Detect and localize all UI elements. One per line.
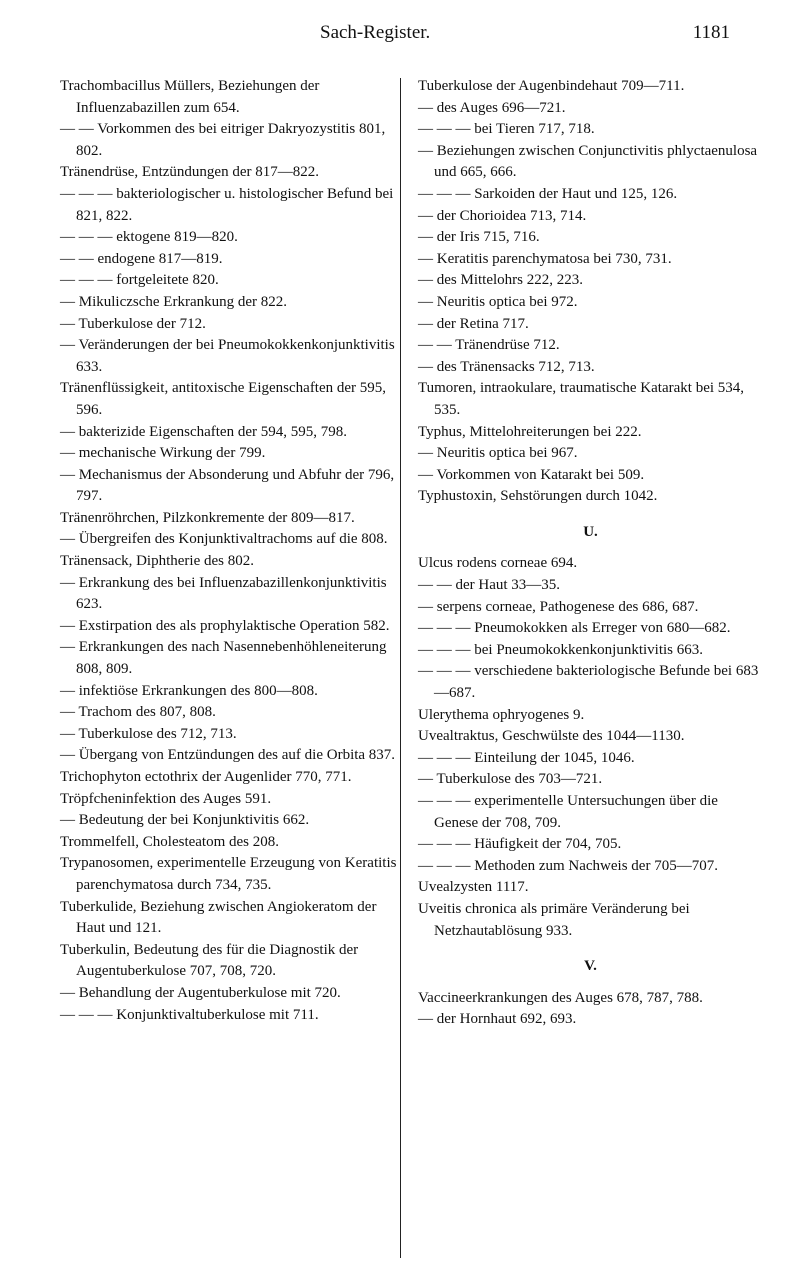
index-entry: Typhus, Mittelohreiterungen bei 222. — [418, 423, 642, 440]
index-entry: — Übergreifen des Konjunktivaltrachoms auf die 808. — [60, 531, 388, 548]
index-entry: — — — experimentelle Untersuchungen über die Genese der 708, 709. — [418, 793, 718, 831]
index-entry: — — — Sarkoiden der Haut und 125, 126. — [418, 185, 678, 202]
index-entry: — Behandlung der Augentuberkulose mit 720. — [60, 984, 341, 1001]
index-entry: — — — Konjunktivaltuberkulose mit 711. — [60, 1006, 319, 1023]
index-list-right-v — [418, 988, 763, 1031]
index-entry: — Veränderungen der bei Pneumokokkenkonjunktivitis 633. — [60, 337, 395, 375]
index-entry: Tränenflüssigkeit, antitoxische Eigenschaften der 595, 596. — [60, 380, 387, 418]
index-entry: Ulcus rodens corneae 694. — [418, 555, 578, 572]
section-heading-u: U. — [583, 523, 598, 540]
index-entry: — des Tränensacks 712, 713. — [418, 358, 595, 375]
index-list-right-t — [418, 76, 763, 508]
index-entry: — Beziehungen zwischen Conjunctivitis phlyctaenulosa und 665, 666. — [418, 142, 758, 181]
section-heading-v: V. — [584, 958, 597, 975]
index-entry: — — endogene 817—819. — [60, 250, 223, 267]
index-entry: — Exstirpation des als prophylaktische Operation 582. — [60, 617, 390, 634]
index-entry: — des Auges 696—721. — [418, 99, 566, 116]
index-entry: — Erkrankung des bei Influenzabazillenkonjunktivitis 623. — [60, 574, 387, 613]
index-entry: — — Vorkommen des bei eitriger Dakryozystitis 801, 802. — [60, 121, 386, 159]
index-entry: — Vorkommen von Katarakt bei 509. — [418, 466, 645, 483]
index-entry: Tröpfcheninfektion des Auges 591. — [60, 790, 272, 807]
index-entry: — Neuritis optica bei 967. — [418, 445, 578, 462]
index-entry: — — — ektogene 819—820. — [60, 229, 238, 246]
index-entry: Trypanosomen, experimentelle Erzeugung von Keratitis parenchymatosa durch 734, 735. — [60, 855, 397, 893]
running-title: Sach-Register. — [320, 22, 431, 43]
index-entry: — der Hornhaut 692, 693. — [418, 1011, 577, 1028]
index-entry: — — — Pneumokokken als Erreger von 680—682. — [418, 620, 731, 637]
index-entry: — Trachom des 807, 808. — [60, 704, 216, 721]
index-entry: — Mechanismus der Absonderung und Abfuhr der 796, 797. — [60, 466, 395, 505]
index-entry: Tuberkulin, Bedeutung des für die Diagnostik der Augentuberkulose 707, 708, 720. — [60, 941, 359, 980]
index-entry: — Tuberkulose des 712, 713. — [60, 725, 237, 742]
index-entry: Trachombacillus Müllers, Beziehungen der Influenzabazillen zum 654. — [60, 78, 320, 116]
index-entry: — Übergang von Entzündungen des auf die Orbita 837. — [60, 747, 396, 764]
index-entry: — Erkrankungen des nach Nasennebenhöhleneiterung 808, 809. — [60, 639, 387, 678]
index-entry: Tränensack, Diphtherie des 802. — [60, 553, 254, 570]
index-entry: Trichophyton ectothrix der Augenlider 770, 771. — [60, 769, 352, 785]
index-entry: Tuberkulide, Beziehung zwischen Angiokeratom der Haut und 121. — [60, 898, 377, 937]
index-entry: — Mikuliczsche Erkrankung der 822. — [60, 293, 288, 310]
index-entry: — Tuberkulose des 703—721. — [418, 771, 603, 788]
index-entry: Uvealtraktus, Geschwülste des 1044—1130. — [418, 728, 685, 745]
index-entry: Typhustoxin, Sehstörungen durch 1042. — [418, 488, 658, 505]
page-header — [0, 22, 800, 52]
index-entry: — — — bei Tieren 717, 718. — [418, 121, 595, 138]
index-entry: — — der Haut 33—35. — [418, 577, 561, 594]
index-entry: Tuberkulose der Augenbindehaut 709—711. — [418, 78, 685, 94]
index-entry: — — — fortgeleitete 820. — [60, 272, 219, 289]
index-entry: — der Chorioidea 713, 714. — [418, 207, 587, 224]
index-list-right-u — [418, 553, 763, 942]
index-entry: — mechanische Wirkung der 799. — [60, 445, 266, 462]
index-entry: — — — Häufigkeit der 704, 705. — [418, 836, 622, 853]
left-column — [60, 76, 405, 1026]
index-entry: — infektiöse Erkrankungen des 800—808. — [60, 682, 318, 699]
index-entry: — des Mittelohrs 222, 223. — [418, 272, 583, 289]
index-entry: — Keratitis parenchymatosa bei 730, 731. — [418, 250, 672, 267]
index-entry: Ulerythema ophryogenes 9. — [418, 706, 585, 723]
index-entry: — — — Methoden zum Nachweis der 705—707. — [418, 857, 718, 874]
index-entry: — Bedeutung der bei Konjunktivitis 662. — [60, 812, 310, 829]
index-entry: — — — bei Pneumokokkenkonjunktivitis 663. — [418, 641, 703, 658]
index-entry: — — — Einteilung der 1045, 1046. — [418, 749, 635, 766]
index-entry: Vaccineerkrankungen des Auges 678, 787, 788. — [418, 989, 703, 1006]
index-entry: — Neuritis optica bei 972. — [418, 293, 578, 310]
page-number: 1181 — [692, 22, 730, 43]
index-entry: — der Retina 717. — [418, 315, 529, 332]
index-list-left — [60, 76, 405, 1026]
index-entry: — bakterizide Eigenschaften der 594, 595, 798. — [60, 423, 347, 440]
index-entry: Uveitis chronica als primäre Veränderung bei Netzhautablösung 933. — [418, 900, 690, 939]
index-entry: Tumoren, intraokulare, traumatische Katarakt bei 534, 535. — [418, 380, 745, 418]
index-entry: Tränendrüse, Entzündungen der 817—822. — [60, 164, 319, 181]
index-entry: Tränenröhrchen, Pilzkonkremente der 809—817. — [60, 509, 355, 526]
index-entry: — serpens corneae, Pathogenese des 686, 687. — [418, 598, 699, 615]
index-entry: — — — bakteriologischer u. histologischer Befund bei 821, 822. — [60, 185, 394, 224]
index-entry: — — — verschiedene bakteriologische Befunde bei 683—687. — [418, 663, 759, 702]
right-column — [418, 76, 763, 1031]
index-entry: — Tuberkulose der 712. — [60, 315, 206, 332]
index-entry: Uvealzysten 1117. — [418, 879, 529, 896]
index-entry: Trommelfell, Cholesteatom des 208. — [60, 833, 280, 850]
index-entry: — der Iris 715, 716. — [418, 229, 540, 246]
index-entry: — — Tränendrüse 712. — [418, 337, 560, 354]
